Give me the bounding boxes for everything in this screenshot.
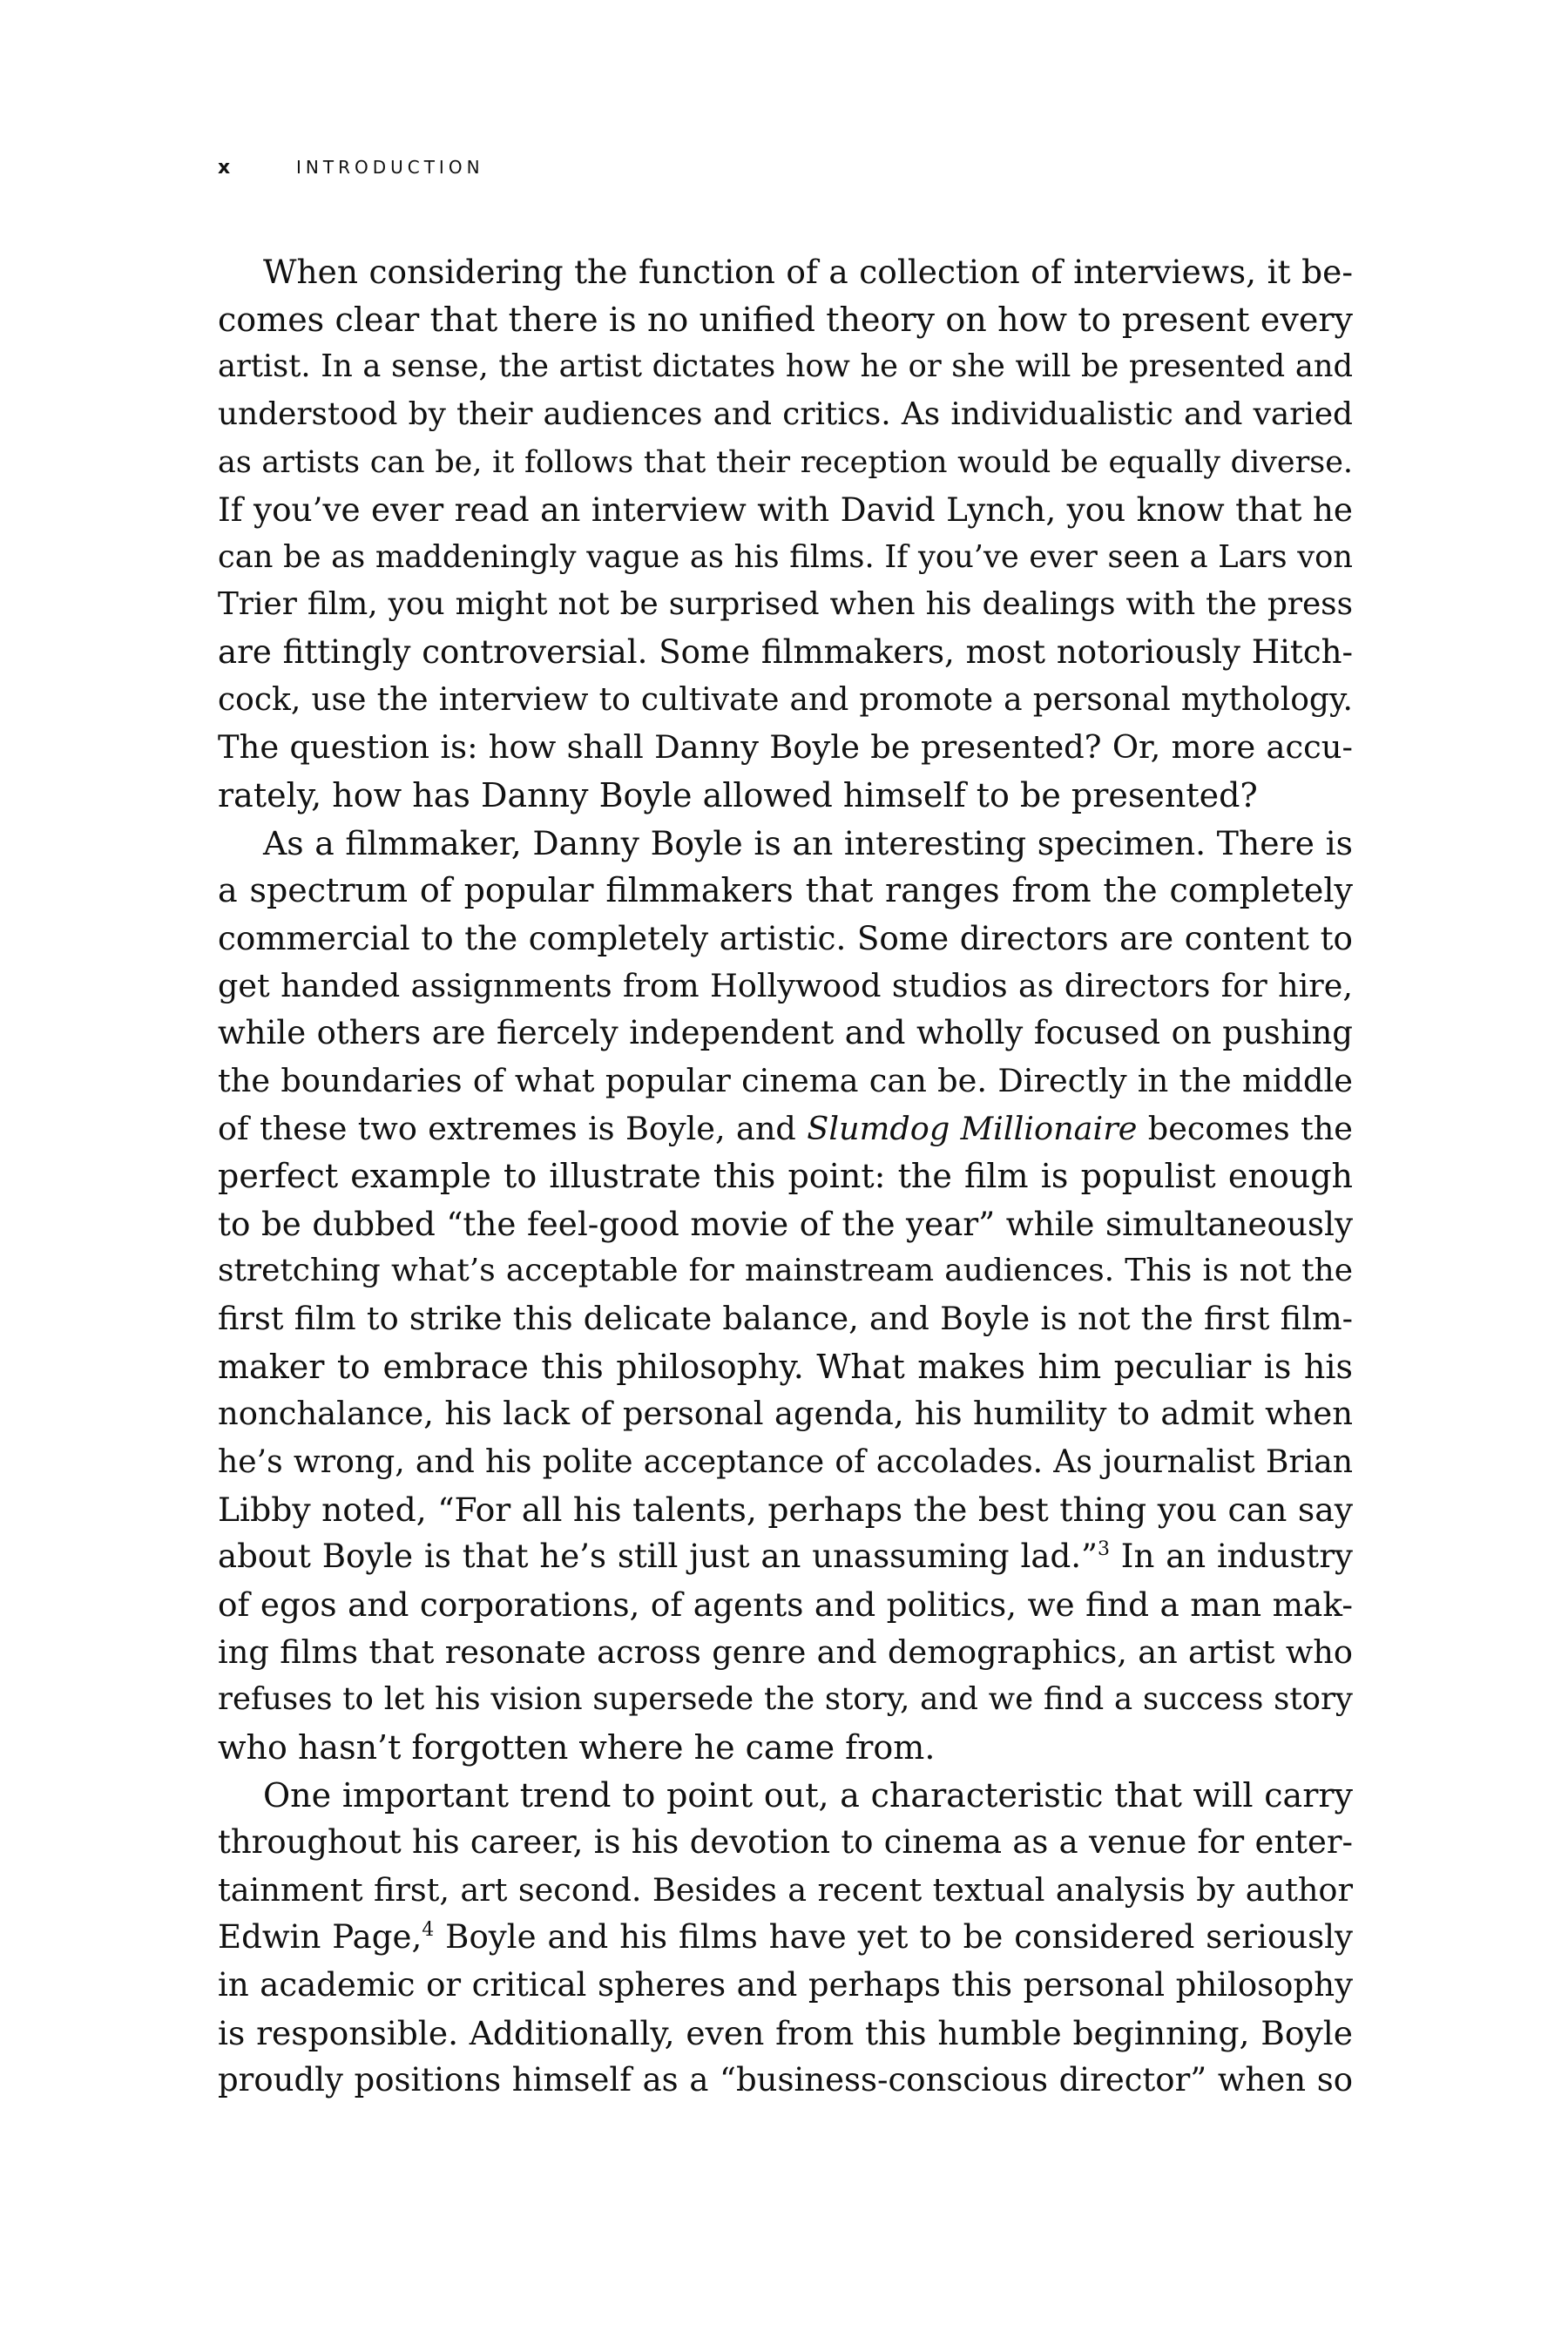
text-line: stretching what’s acceptable for mainstream audiences. This is not the [218, 1253, 1353, 1289]
text-line: The question is: how shall Danny Boyle be presented? Or, more accu- [218, 728, 1353, 767]
text-line: while others are fiercely independent and wholly focused on pushing [218, 1014, 1353, 1052]
text-line: cock, use the interview to cultivate and promote a personal mythology. [218, 681, 1353, 718]
text-line: as artists can be, it follows that their reception would be equally diverse. [218, 444, 1353, 480]
text-line: rately, how has Danny Boyle allowed himself to be presented? [218, 776, 1258, 815]
text-line: are fittingly controversial. Some filmmakers, most notoriously Hitch- [218, 633, 1353, 672]
text-line: When considering the function of a collection of interviews, it be- [263, 253, 1353, 291]
footnote-ref[interactable]: 3 [1097, 1538, 1110, 1561]
text-line [218, 1105, 1353, 1153]
text-line: nonchalance, his lack of personal agenda, his humility to admit when [218, 1395, 1353, 1433]
text-line: ing films that resonate across genre and demographics, an artist who [218, 1632, 1353, 1671]
text-line: the boundaries of what popular cinema can be. Directly in the middle [218, 1061, 1353, 1099]
text-line: is responsible. Additionally, even from this humble beginning, Boyle [218, 2013, 1353, 2052]
text-line [218, 1914, 1353, 1962]
body-text [218, 248, 1353, 2105]
text-line [218, 1533, 1353, 1581]
film-title-italic: Slumdog Millionaire [807, 1109, 1138, 1147]
page-number: x [218, 157, 231, 179]
text-line: maker to embrace this philosophy. What makes him peculiar is his [218, 1347, 1353, 1386]
text-line: refuses to let his vision supersede the story, and we find a success story [218, 1681, 1353, 1718]
text-run: of these two extremes is Boyle, and [218, 1109, 808, 1147]
text-line: understood by their audiences and critics. As individualistic and varied [218, 395, 1353, 432]
paragraph [218, 248, 1353, 820]
text-line: a spectrum of popular filmmakers that ranges from the completely [218, 871, 1353, 910]
running-head-title: INTRODUCTION [296, 157, 484, 178]
running-head [218, 150, 484, 185]
footnote-ref[interactable]: 4 [422, 1919, 435, 1942]
text-run: Boyle and his films have yet to be considered seriously [434, 1918, 1353, 1957]
text-line: perfect example to illustrate this point: the film is populist enough [218, 1157, 1353, 1196]
text-run: Edwin Page, [218, 1918, 422, 1957]
text-run: about Boyle is that he’s still just an unassuming lad.” [218, 1538, 1098, 1576]
text-line: commercial to the completely artistic. Some directors are content to [218, 918, 1353, 957]
paragraph [218, 820, 1353, 1772]
text-line: comes clear that there is no unified theory on how to present every [218, 300, 1353, 339]
text-line: who hasn’t forgotten where he came from. [218, 1727, 936, 1767]
text-line: get handed assignments from Hollywood studios as directors for hire, [218, 966, 1353, 1004]
text-line: As a filmmaker, Danny Boyle is an interesting specimen. There is [263, 823, 1353, 862]
text-line: throughout his career, is his devotion to cinema as a venue for enter- [218, 1823, 1353, 1862]
text-line: can be as maddeningly vague as his films. If you’ve ever seen a Lars von [218, 538, 1353, 575]
text-line: If you’ve ever read an interview with David Lynch, you know that he [218, 490, 1353, 530]
text-line: artist. In a sense, the artist dictates how he or she will be presented and [218, 348, 1353, 385]
text-line: Libby noted, “For all his talents, perhaps the best thing you can say [218, 1490, 1353, 1529]
paragraph [218, 1772, 1353, 2105]
text-line: to be dubbed “the feel-good movie of the year” while simultaneously [218, 1204, 1353, 1243]
text-line: he’s wrong, and his polite acceptance of accolades. As journalist Brian [218, 1443, 1353, 1481]
text-line: first film to strike this delicate balance, and Boyle is not the first film- [218, 1300, 1353, 1338]
text-line: of egos and corporations, of agents and politics, we find a man mak- [218, 1585, 1353, 1624]
text-line: Trier film, you might not be surprised when his dealings with the press [218, 586, 1353, 623]
text-line: in academic or critical spheres and perhaps this personal philosophy [218, 1966, 1353, 2004]
text-run: In an industry [1109, 1538, 1353, 1576]
text-line: One important trend to point out, a characteristic that will carry [263, 1775, 1353, 1815]
text-run: becomes the [1137, 1109, 1353, 1147]
text-line: tainment first, art second. Besides a recent textual analysis by author [218, 1870, 1353, 1909]
text-line: proudly positions himself as a “business-conscious director” when so [218, 2061, 1353, 2099]
